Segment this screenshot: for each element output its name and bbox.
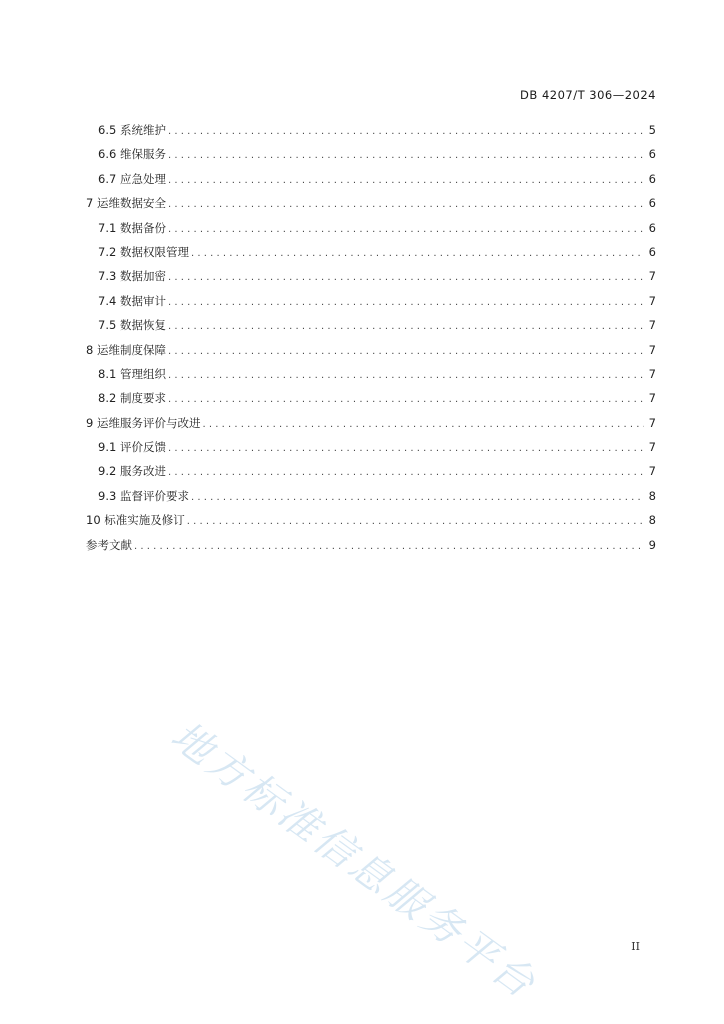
document-code: DB 4207/T 306—2024 [520, 88, 656, 102]
toc-entry-page: 7 [648, 269, 656, 284]
toc-dot-leader [168, 272, 644, 283]
toc-entry-page: 7 [648, 293, 656, 308]
toc-entry[interactable] [86, 293, 656, 317]
toc-dot-leader [168, 224, 644, 235]
toc-entry-title: 9.3 监督评价要求 [98, 488, 189, 503]
toc-dot-leader [168, 370, 644, 381]
toc-dot-leader [134, 541, 644, 552]
toc-entry[interactable] [86, 171, 656, 195]
toc-entry-page: 7 [648, 415, 656, 430]
toc-dot-leader [168, 175, 644, 186]
toc-entry-page: 8 [648, 513, 656, 528]
toc-entry-page: 7 [648, 440, 656, 455]
toc-dot-leader [168, 467, 644, 478]
toc-dot-leader [191, 248, 644, 259]
toc-entry-title: 7.5 数据恢复 [98, 318, 166, 333]
toc-entry[interactable] [86, 244, 656, 268]
toc-dot-leader [168, 346, 644, 357]
toc-entry-page: 7 [648, 391, 656, 406]
toc-entry[interactable] [86, 512, 656, 536]
toc-dot-leader [168, 394, 644, 405]
toc-entry-page: 6 [648, 196, 656, 211]
page-number: II [631, 940, 640, 953]
toc-dot-leader [168, 150, 644, 161]
toc-entry[interactable] [86, 390, 656, 414]
toc-entry-title: 6.6 维保服务 [98, 147, 166, 162]
toc-entry[interactable] [86, 195, 656, 219]
toc-entry-page: 7 [648, 318, 656, 333]
toc-entry-page: 8 [648, 488, 656, 503]
toc-dot-leader [191, 492, 644, 503]
toc-entry[interactable] [86, 463, 656, 487]
toc-entry-title: 8 运维制度保障 [86, 342, 166, 357]
toc-entry-page: 9 [648, 537, 656, 552]
toc-entry-page: 6 [648, 220, 656, 235]
toc-entry-title: 9.1 评价反馈 [98, 440, 166, 455]
toc-dot-leader [168, 199, 644, 210]
toc-entry-page: 7 [648, 366, 656, 381]
toc-entry-title: 6.7 应急处理 [98, 171, 166, 186]
toc-entry-title: 7.2 数据权限管理 [98, 244, 189, 259]
toc-dot-leader [168, 321, 644, 332]
toc-entry[interactable] [86, 220, 656, 244]
toc-entry-title: 9 运维服务评价与改进 [86, 415, 201, 430]
toc-dot-leader [202, 419, 644, 430]
toc-entry[interactable] [86, 268, 656, 292]
toc-entry[interactable] [86, 537, 656, 561]
toc-entry-page: 6 [648, 244, 656, 259]
toc-entry-page: 5 [648, 123, 656, 137]
toc-entry-title: 7.1 数据备份 [98, 220, 166, 235]
toc-dot-leader [168, 443, 644, 454]
toc-entry[interactable] [86, 122, 656, 146]
toc-dot-leader [168, 126, 644, 137]
toc-entry-title: 7 运维数据安全 [86, 196, 166, 211]
table-of-contents [86, 122, 656, 561]
toc-entry[interactable] [86, 488, 656, 512]
toc-entry-title: 参考文献 [86, 537, 132, 552]
toc-entry-title: 6.5 系统维护 [98, 123, 166, 137]
toc-entry-title: 7.4 数据审计 [98, 293, 166, 308]
watermark: 地方标准信息服务平台 [162, 712, 546, 1009]
toc-entry[interactable] [86, 366, 656, 390]
toc-entry-title: 10 标准实施及修订 [86, 513, 185, 528]
toc-entry-page: 6 [648, 171, 656, 186]
toc-entry[interactable] [86, 317, 656, 341]
toc-entry-title: 8.2 制度要求 [98, 391, 166, 406]
toc-entry-page: 6 [648, 147, 656, 162]
toc-entry[interactable] [86, 415, 656, 439]
toc-entry-page: 7 [648, 342, 656, 357]
toc-entry-title: 9.2 服务改进 [98, 464, 166, 479]
toc-dot-leader [168, 297, 644, 308]
toc-entry-title: 8.1 管理组织 [98, 366, 166, 381]
toc-entry-page: 7 [648, 464, 656, 479]
toc-dot-leader [187, 516, 644, 527]
toc-entry[interactable] [86, 342, 656, 366]
toc-entry[interactable] [86, 146, 656, 170]
toc-entry[interactable] [86, 439, 656, 463]
toc-entry-title: 7.3 数据加密 [98, 269, 166, 284]
